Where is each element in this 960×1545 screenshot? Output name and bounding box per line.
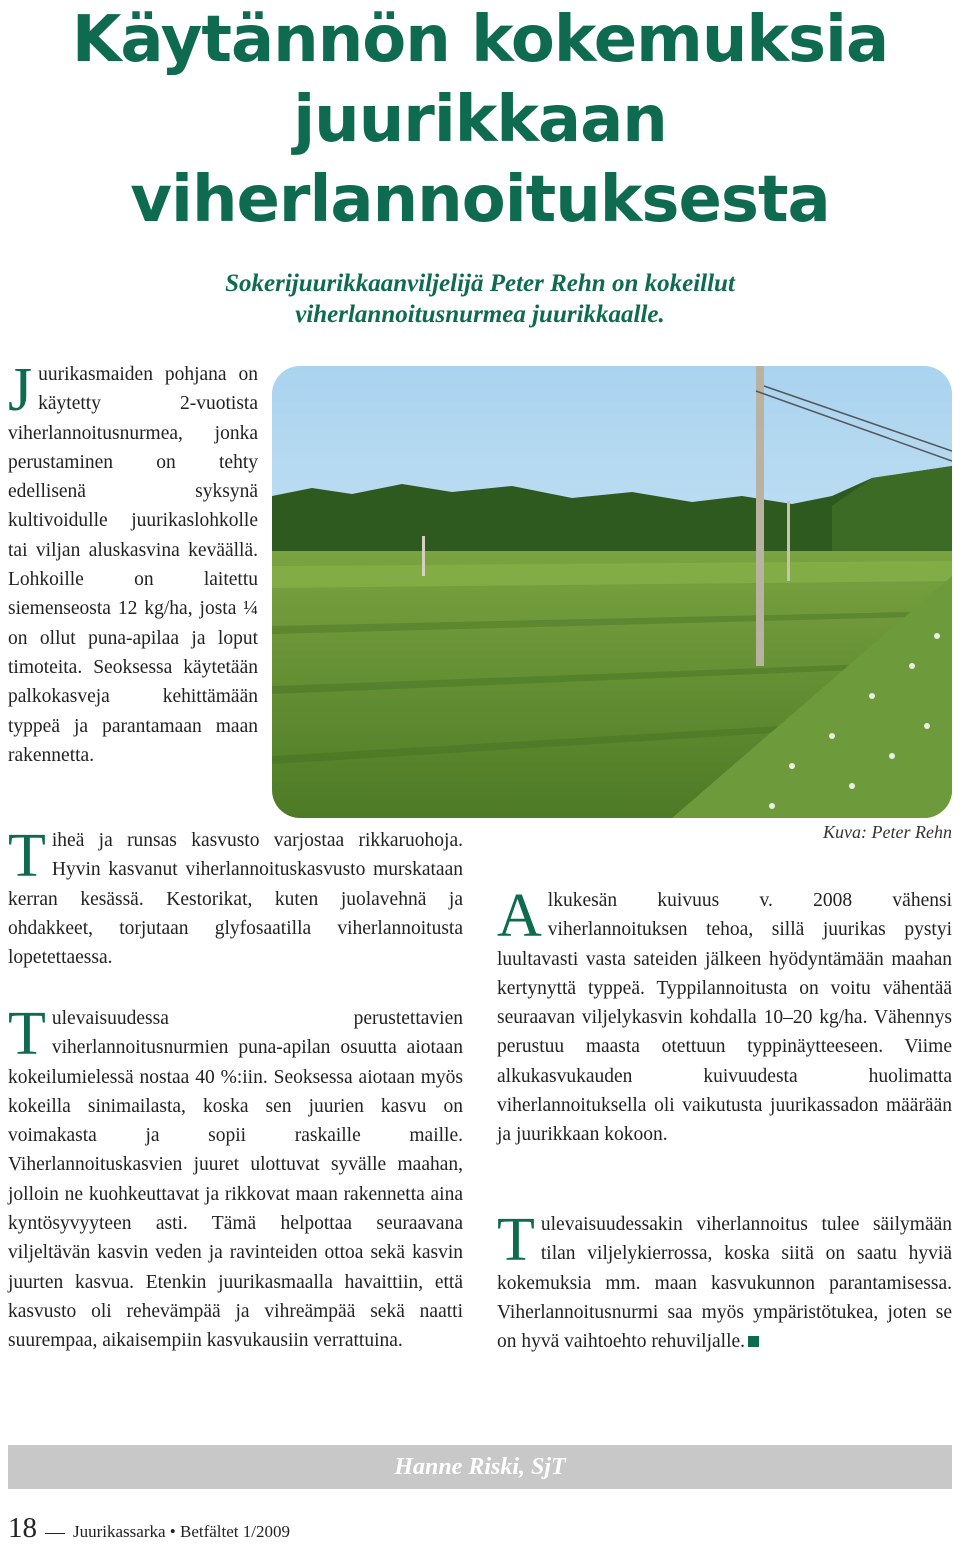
- paragraph-weeds: [8, 822, 463, 972]
- page-footer: [8, 1512, 290, 1545]
- lead-line: viherlannoitusnurmea juurikkaalle.: [295, 301, 665, 328]
- drop-cap: J: [8, 356, 33, 424]
- paragraph-text: lkukesän kuivuus v. 2008 vähensi viherlannoituksen tehoa, sillä juurikas pystyi luultavasti vasta sateiden jälkeen hyödyntämään maahan kertynyttä typpeä. Typpilannoitusta on voitu vähentää seuraavan viljelykasvin kohdalla 10–20 kg/ha. Vähennys perustuu maasta otettuun typpinäytteeseen. Viime alkukasvukauden kuivuudesta huolimatta viherlannoituksella oli vaikutusta juurikassadon määrään ja juurikkaan kokoon.: [497, 890, 952, 1146]
- drop-cap: T: [8, 822, 46, 890]
- article-lead: [120, 268, 840, 330]
- paragraph-intro: [8, 356, 258, 770]
- paragraph-future-nurseries: [8, 1000, 463, 1356]
- lead-line: Sokerijuurikkaanviljelijä Peter Rehn on kokeillut: [225, 270, 735, 297]
- drop-cap: T: [8, 1000, 46, 1068]
- title-line: viherlannoituksesta: [130, 163, 830, 237]
- paragraph-text: ulevaisuudessa perustettavien viherlannoitusnurmien puna-apilan osuutta aiotaan kokeilumielessä nostaa 40 %:iin. Seoksessa aiotaan myös kokeilla sinimailasta, koska sen juurien kasvu on voimakasta ja sopii raskaille maille. Viherlannoituskasvien juuret ulottuvat syvälle maahan, jolloin ne kuohkeuttavat ja rikkovat maan rakennetta aina kyntösyvyyteen asti. Tämä helpottaa seuraavana viljeltävän kasvin veden ja ravinteiden ottoa sekä kasvin juurten kasvua. Etenkin juurikasmaalla havaittiin, että kasvusto oli rehevämpää ja vihreämpää sekä naatti suurempaa, aikaisempiin kasvukausiin verrattuina.: [8, 1008, 463, 1352]
- article-title: [0, 0, 960, 240]
- paragraph-drought: [497, 882, 952, 1150]
- photo-caption: Kuva: Peter Rehn: [823, 822, 952, 842]
- paragraph-text: uurikasmaiden pohjana on käytetty 2-vuotista viherlannoitusnurmea, jonka perustaminen on tehty edellisenä syksynä kultivoidulle juurikaslohkolle tai viljan aluskasvina keväällä. Lohkoille on laitettu siemenseosta 12 kg/ha, josta ¼ on ollut puna-apilaa ja loput timoteita. Seoksessa käytetään palkokasveja kehittämään typpeä ja parantamaan maan rakennetta.: [8, 364, 258, 766]
- drop-cap: T: [497, 1206, 535, 1274]
- end-mark-icon: [748, 1336, 759, 1347]
- field-photo: [272, 366, 952, 818]
- title-line: juurikkaan: [293, 83, 667, 157]
- author-name: Hanne Riski, SjT: [394, 1454, 566, 1480]
- paragraph-text: ulevaisuudessakin viherlannoitus tulee säilymään tilan viljelykierrossa, koska siitä on saatu hyviä kokemuksia mm. maan kasvukunnon parantamisessa. Viherlannoitusnurmi saa myös ympäristötukea, joten se on hyvä vaihtoehto rehuviljalle.: [497, 1214, 952, 1353]
- title-line: Käytännön kokemuksia: [71, 3, 889, 77]
- drop-cap: A: [497, 882, 542, 950]
- author-bar: [8, 1445, 952, 1489]
- paragraph-conclusion: [497, 1206, 952, 1356]
- publication-name: Juurikassarka • Betfältet 1/2009: [73, 1522, 290, 1541]
- page-number: 18: [8, 1512, 37, 1544]
- paragraph-text: iheä ja runsas kasvusto varjostaa rikkaruohoja. Hyvin kasvanut viherlannoituskasvusto murskataan kerran kesässä. Kestorikat, kuten juolavehnä ja ohdakkeet, torjutaan glyfosaatilla viherlannoitusta lopetettaessa.: [8, 830, 463, 969]
- field-photo-image: [272, 366, 952, 818]
- footer-divider: [45, 1533, 65, 1534]
